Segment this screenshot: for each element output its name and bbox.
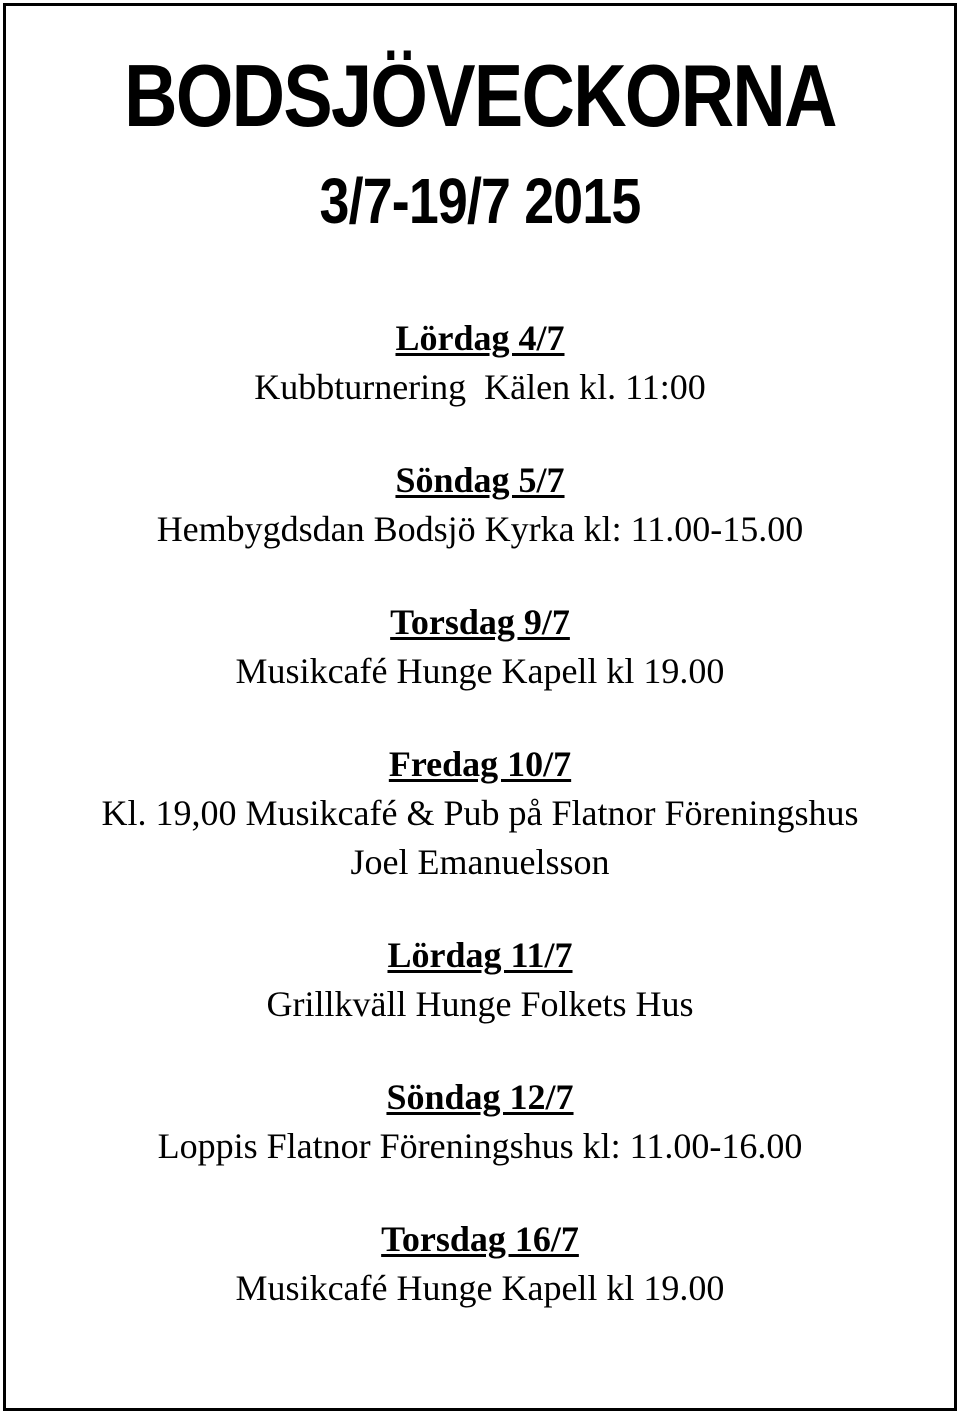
poster-frame	[3, 3, 957, 1411]
event-description: Musikcafé Hunge Kapell kl 19.00	[235, 651, 725, 691]
event-description: Grillkväll Hunge Folkets Hus	[266, 984, 694, 1024]
event-description: Kubbturnering Kälen kl. 11:00	[254, 367, 706, 407]
event-item	[6, 740, 954, 887]
event-description: Loppis Flatnor Föreningshus kl: 11.00-16.00	[157, 1126, 803, 1166]
event-day: Söndag 5/7	[395, 460, 565, 500]
event-description: Musikcafé Hunge Kapell kl 19.00	[235, 1268, 725, 1308]
event-item	[6, 1073, 954, 1171]
event-description: Hembygdsdan Bodsjö Kyrka kl: 11.00-15.00	[156, 509, 804, 549]
event-item	[6, 456, 954, 554]
event-item	[6, 598, 954, 696]
event-day: Torsdag 16/7	[381, 1219, 579, 1259]
event-list	[6, 314, 954, 1357]
event-day: Lördag 11/7	[387, 935, 573, 975]
event-description: Kl. 19,00 Musikcafé & Pub på Flatnor Föreningshus	[101, 793, 859, 833]
poster-dates: 3/7-19/7 2015	[319, 165, 641, 237]
event-item	[6, 314, 954, 412]
event-day: Torsdag 9/7	[390, 602, 570, 642]
event-item	[6, 931, 954, 1029]
event-performer: Joel Emanuelsson	[350, 842, 610, 882]
event-day: Söndag 12/7	[386, 1077, 574, 1117]
poster-title: BODSJÖVECKORNA	[124, 46, 836, 145]
event-day: Fredag 10/7	[388, 744, 572, 784]
event-day: Lördag 4/7	[395, 318, 565, 358]
event-item	[6, 1215, 954, 1313]
